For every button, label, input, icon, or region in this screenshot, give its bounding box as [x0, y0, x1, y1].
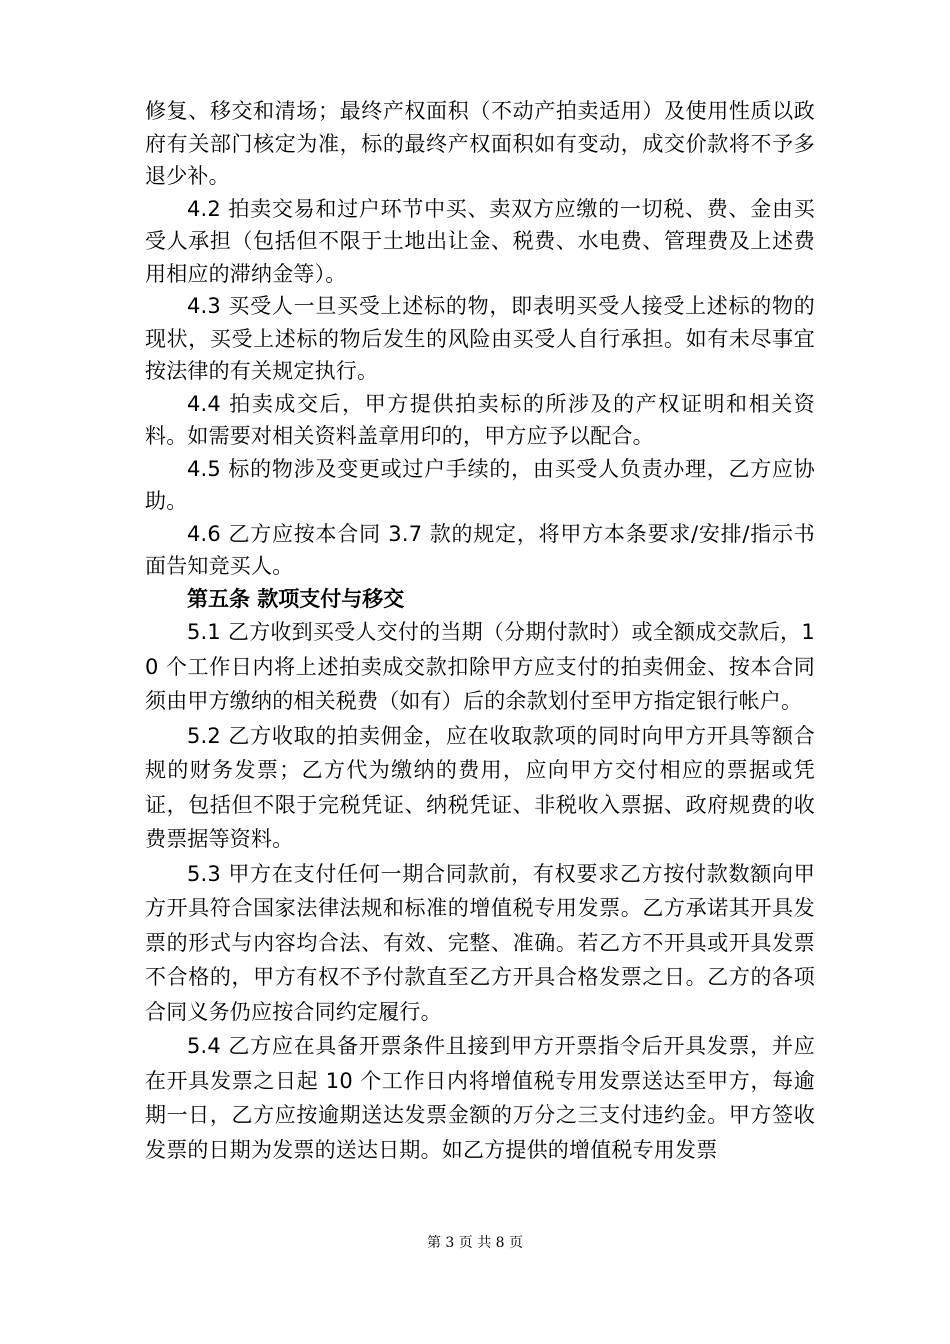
- section-heading: 第五条 款项支付与移交: [187, 586, 405, 611]
- clause-4-2: 4.2 拍卖交易和过户环节中买、卖双方应缴的一切税、费、金由买受人承担（包括但不限于土地出让金、税费、水电费、管理费及上述费用相应的滞纳金等）。: [145, 196, 815, 286]
- paragraph-continued: 修复、移交和清场；最终产权面积（不动产拍卖适用）及使用性质以政府有关部门核定为准，标的最终产权面积如有变动，成交价款将不予多退少补。: [145, 99, 815, 188]
- clause-5-2: 5.2 乙方收取的拍卖佣金，应在收取款项的同时向甲方开具等额合规的财务发票；乙方代为缴纳的费用，应向甲方交付相应的票据或凭证，包括但不限于完税凭证、纳税凭证、非税收入票据、政府规费的收费票据等资料。: [145, 723, 815, 851]
- clause-5-4: 5.4 乙方应在具备开票条件且接到甲方开票指令后开具发票，并应在开具发票之日起 10 个工作日内将增值税专用发票送达至甲方，每逾期一日，乙方应按逾期送达发票金额的万分之三支付违约金。甲方签收发票的日期为发票的送达日期。如乙方提供的增值税专用发票: [145, 1034, 815, 1162]
- document-body: [145, 95, 815, 1167]
- clause-4-6: 4.6 乙方应按本合同 3.7 款的规定，将甲方本条要求/安排/指示书面告知竞买人。: [145, 521, 815, 578]
- clause-4-5: 4.5 标的物涉及变更或过户手续的，由买受人负责办理，乙方应协助。: [145, 456, 815, 513]
- page-number-footer: 第 3 页 共 8 页: [426, 1235, 524, 1251]
- section-5-body: [145, 615, 815, 1167]
- clause-4-3: 4.3 买受人一旦买受上述标的物，即表明买受人接受上述标的物的现状，买受上述标的物后发生的风险由买受人自行承担。如有未尽事宜按法律的有关规定执行。: [145, 294, 815, 383]
- clause-5-1: 5.1 乙方收到买受人交付的当期（分期付款时）或全额成交款后，10 个工作日内将上述拍卖成交款扣除甲方应支付的拍卖佣金、按本合同须由甲方缴纳的相关税费（如有）后的余款划付至甲方指定银行帐户。: [145, 620, 815, 713]
- clause-5-3: 5.3 甲方在支付任何一期合同款前，有权要求乙方按付款数额向甲方开具符合国家法律法规和标准的增值税专用发票。乙方承诺其开具发票的形式与内容均合法、有效、完整、准确。若乙方不开具或开具发票不合格的，甲方有权不予付款直至乙方开具合格发票之日。乙方的各项合同义务仍应按合同约定履行。: [145, 861, 815, 1024]
- clause-4-4: 4.4 拍卖成交后，甲方提供拍卖标的所涉及的产权证明和相关资料。如需要对相关资料盖章用印的，甲方应予以配合。: [145, 391, 815, 448]
